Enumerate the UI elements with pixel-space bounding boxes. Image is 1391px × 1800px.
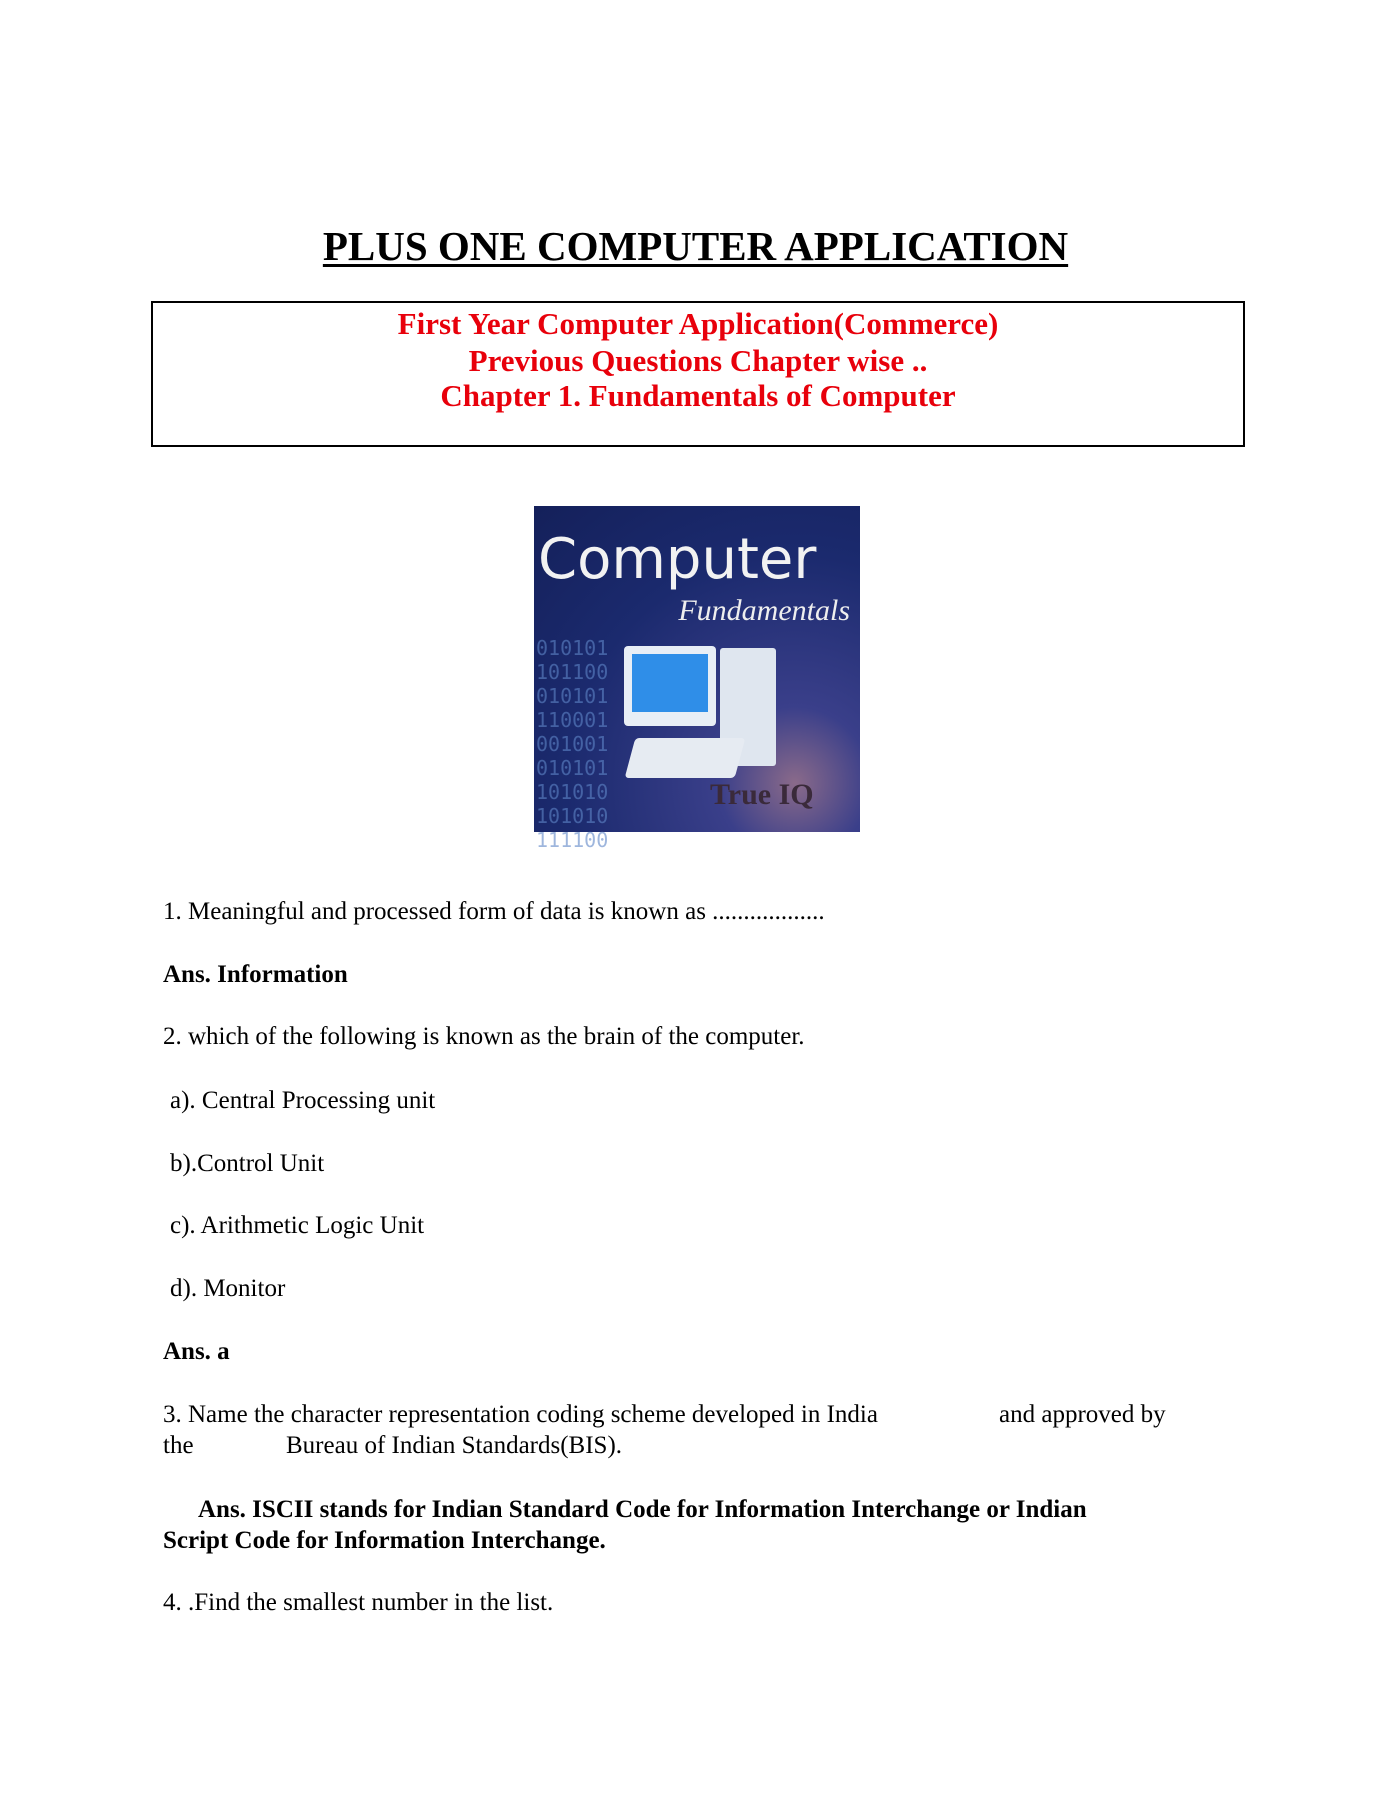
question-3-part-1: 3. Name the character representation coding scheme developed in India bbox=[163, 1401, 878, 1428]
monitor-icon bbox=[624, 646, 716, 726]
question-1: 1. Meaningful and processed form of data is known as .................. bbox=[163, 898, 825, 925]
header-line-1: First Year Computer Application(Commerce) bbox=[397, 306, 999, 341]
computer-fundamentals-cover-image bbox=[534, 506, 860, 852]
option-b: b).Control Unit bbox=[170, 1150, 325, 1177]
question-2: 2. which of the following is known as the brain of the computer. bbox=[163, 1023, 805, 1050]
cover-subtitle: Fundamentals bbox=[678, 594, 850, 627]
binary-background: 010101 101100 010101 110001 001001 010101 101010 101010 111100 bbox=[536, 636, 609, 852]
page-title-text: PLUS ONE COMPUTER APPLICATION bbox=[322, 223, 1069, 269]
header-line-3: Chapter 1. Fundamentals of Computer bbox=[440, 378, 956, 413]
option-d: d). Monitor bbox=[170, 1275, 286, 1302]
answer-3-line-2: Script Code for Information Interchange. bbox=[163, 1527, 606, 1554]
answer-1: Ans. Information bbox=[163, 961, 348, 988]
header-line-2: Previous Questions Chapter wise .. bbox=[468, 343, 928, 378]
question-4: 4. .Find the smallest number in the list. bbox=[163, 1589, 554, 1616]
keyboard-icon bbox=[625, 738, 746, 778]
question-3-part-3: the bbox=[163, 1432, 194, 1459]
answer-2: Ans. a bbox=[163, 1338, 230, 1365]
cover-logo: True IQ bbox=[710, 778, 814, 811]
question-3-part-2: and approved by bbox=[999, 1401, 1166, 1428]
answer-3-line-1: Ans. ISCII stands for Indian Standard Code for Information Interchange or Indian bbox=[198, 1496, 1087, 1523]
question-3-part-4: Bureau of Indian Standards(BIS). bbox=[286, 1432, 623, 1459]
cover-title: Computer bbox=[538, 527, 817, 592]
header-box bbox=[151, 301, 1245, 447]
option-a: a). Central Processing unit bbox=[170, 1087, 436, 1114]
option-c: c). Arithmetic Logic Unit bbox=[170, 1212, 425, 1239]
page-title bbox=[0, 222, 1391, 270]
